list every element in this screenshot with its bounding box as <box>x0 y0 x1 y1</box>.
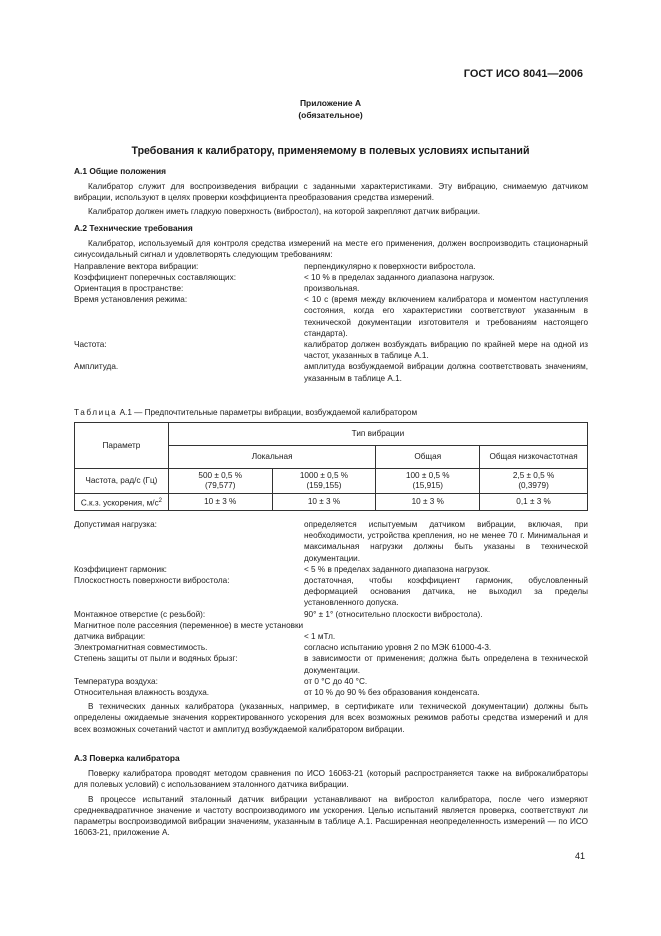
req-label: Частота: <box>74 340 107 350</box>
table-row <box>75 469 588 494</box>
req-label: Относительная влажность воздуха. <box>74 688 210 698</box>
req-value: перпендикулярно к поверхности вибростола. <box>304 261 476 271</box>
table-cell-param <box>75 494 169 511</box>
table-cell <box>168 469 272 494</box>
section-a3-paragraph: В процессе испытаний эталонный датчик вибрации устанавливают на вибростол калибратора, после чего измеряют среднеквадратичное значение и частоту воспроизводимого им ускорения. Целью испытаний является проверка, соответствуют ли параметры воспроизводимой вибрации значениям, указанным в таблице А.1. Расширенная неопределенность измерений — по ИСО 16063-21, приложение А. <box>74 794 588 838</box>
header-general-low: Общая низкочастотная <box>480 446 588 469</box>
cell-hz: (79,577) <box>204 481 236 490</box>
req-label: Ориентация в пространстве: <box>74 284 184 294</box>
cell-hz: (0,3979) <box>518 481 549 490</box>
header-local: Локальная <box>168 446 376 469</box>
section-a3-paragraph: Поверку калибратора проводят методом сравнения по ИСО 16063-21 (который распространяется также на виброкалибраторы для полевых условий) с использованием эталонного датчика вибрации. <box>74 769 588 790</box>
table-cell-param: Частота, рад/с (Гц) <box>75 469 169 494</box>
header-general: Общая <box>376 446 480 469</box>
standard-code: ГОСТ ИСО 8041—2006 <box>463 68 583 80</box>
req-label: Степень защиты от пыли и водяных брызг: <box>74 654 238 664</box>
req-value: < 1 мТл. <box>304 632 336 642</box>
req-value: от 10 % до 90 % без образования конденсата. <box>304 688 480 698</box>
table-cell: 0,1 ± 3 % <box>480 494 588 511</box>
section-a2-closing: В технических данных калибратора (указанных, например, в сертификате или технической документации) должны быть определены ожидаемые значения корректированного ускорения для всех возможных режимов работы средства измерений и для всех возможных сочетаний частот и амплитуд возбуждаемой калибратором вибрации. <box>74 702 588 734</box>
cell-hz: (15,915) <box>412 481 443 490</box>
req-value: в зависимости от применения; должна быть определена в технической документации. <box>304 654 588 675</box>
req-label: Электромагнитная совместимость. <box>74 643 208 653</box>
annex-heading: Требования к калибратору, применяемому в полевых условиях испытаний <box>131 145 530 157</box>
requirements-top <box>74 261 588 384</box>
cell-hz: (159,155) <box>306 481 342 490</box>
cell-value: 500 ± 0,5 % <box>198 471 243 480</box>
req-value: калибратор должен возбуждать вибрацию по крайней мере на одной из частот, указанных в таблице А.1. <box>304 340 588 361</box>
cell-value: 2,5 ± 0,5 % <box>512 471 555 480</box>
req-label: Коэффициент поперечных составляющих: <box>74 272 236 282</box>
table-cell: 10 ± 3 % <box>168 494 272 511</box>
req-label: Амплитуда. <box>74 362 119 372</box>
section-a2 <box>74 223 588 384</box>
header-parameter: Параметр <box>75 423 169 469</box>
section-a1 <box>74 166 588 217</box>
cell-value: 100 ± 0,5 % <box>405 471 450 480</box>
param-superscript: 2 <box>158 497 163 504</box>
table-caption-text: А.1 — Предпочтительные параметры вибрации, возбуждаемой калибратором <box>117 408 418 417</box>
section-a1-paragraph: Калибратор служит для воспроизведения вибрации с заданными характеристиками. Эту вибрацию, снимаемую датчиком вибрации, используют в целях проверки коэффициента преобразования средства измерений. <box>74 182 588 203</box>
section-a3-title: А.3 Поверка калибратора <box>74 753 180 763</box>
req-value: < 10 % в пределах заданного диапазона нагрузок. <box>304 272 495 282</box>
cell-value: 1000 ± 0,5 % <box>299 471 349 480</box>
table-caption <box>74 407 594 418</box>
req-value: амплитуда возбуждаемой вибрации должна соответствовать значениям, указанным в таблице А.1. <box>304 362 588 383</box>
req-value: 90° ± 1° (относительно плоскости вибростола). <box>304 609 483 619</box>
req-value: достаточная, чтобы коэффициент гармоник, обусловленный деформацией основания датчика, не выходил за пределы установленного допуска. <box>304 576 588 608</box>
vibration-parameters-table <box>74 422 588 511</box>
section-a1-paragraph: Калибратор должен иметь гладкую поверхность (вибростол), на которой закрепляют датчик вибрации. <box>88 206 481 216</box>
table-cell <box>272 469 376 494</box>
table-header-row <box>75 423 588 446</box>
req-value: согласно испытанию уровня 2 по МЭК 61000-4-3. <box>304 643 492 653</box>
requirements-bottom <box>74 519 588 698</box>
table-cell: 10 ± 3 % <box>376 494 480 511</box>
req-label: Допустимая нагрузка: <box>74 520 157 529</box>
page-number: 41 <box>574 851 585 861</box>
table-row <box>75 494 588 511</box>
annex-title <box>0 97 661 121</box>
section-a2-intro: Калибратор, используемый для контроля средства измерений на месте его применения, должен воспроизводить стационарный синусоидальный сигнал и удовлетворять следующим требованиям: <box>74 239 588 260</box>
table-caption-prefix: Таблица <box>74 408 118 417</box>
req-label: Монтажное отверстие (с резьбой): <box>74 609 206 619</box>
annex-status: (обязательное) <box>298 110 363 120</box>
req-label: Магнитное поле рассеяния (переменное) в месте установки датчика вибрации: <box>74 620 304 642</box>
requirements-bottom-block <box>74 519 588 735</box>
section-a3 <box>74 753 588 838</box>
req-value: от 0 °С до 40 °С. <box>304 676 368 686</box>
req-label: Направление вектора вибрации: <box>74 261 199 271</box>
param-text: С.к.з. ускорения, м/с <box>80 498 159 508</box>
header-vibration-type: Тип вибрации <box>168 423 587 446</box>
req-value: произвольная. <box>304 284 360 294</box>
section-a2-title: А.2 Технические требования <box>74 223 193 233</box>
section-a1-title: А.1 Общие положения <box>74 166 167 176</box>
req-label: Время установления режима: <box>74 295 188 305</box>
req-value: < 10 с (время между включением калибратора и моментом наступления состояния, когда его характеристики соответствуют указанным в технической документации изготовителя и требованиям настоящего стандарта). <box>304 295 588 338</box>
table-cell <box>480 469 588 494</box>
annex-label: Приложение А <box>299 98 362 108</box>
req-value: < 5 % в пределах заданного диапазона нагрузок. <box>304 564 491 574</box>
table-cell: 10 ± 3 % <box>272 494 376 511</box>
req-label: Коэффициент гармоник: <box>74 564 167 574</box>
req-label: Плоскостность поверхности вибростола: <box>74 576 230 586</box>
req-value: определяется испытуемым датчиком вибрации, включая, при необходимости, устройства крепления, но не менее 70 г. Минимальная и максимальная нагрузки должны быть указаны в технической документации. <box>304 520 588 563</box>
table-cell <box>376 469 480 494</box>
req-label: Температура воздуха: <box>74 676 158 686</box>
